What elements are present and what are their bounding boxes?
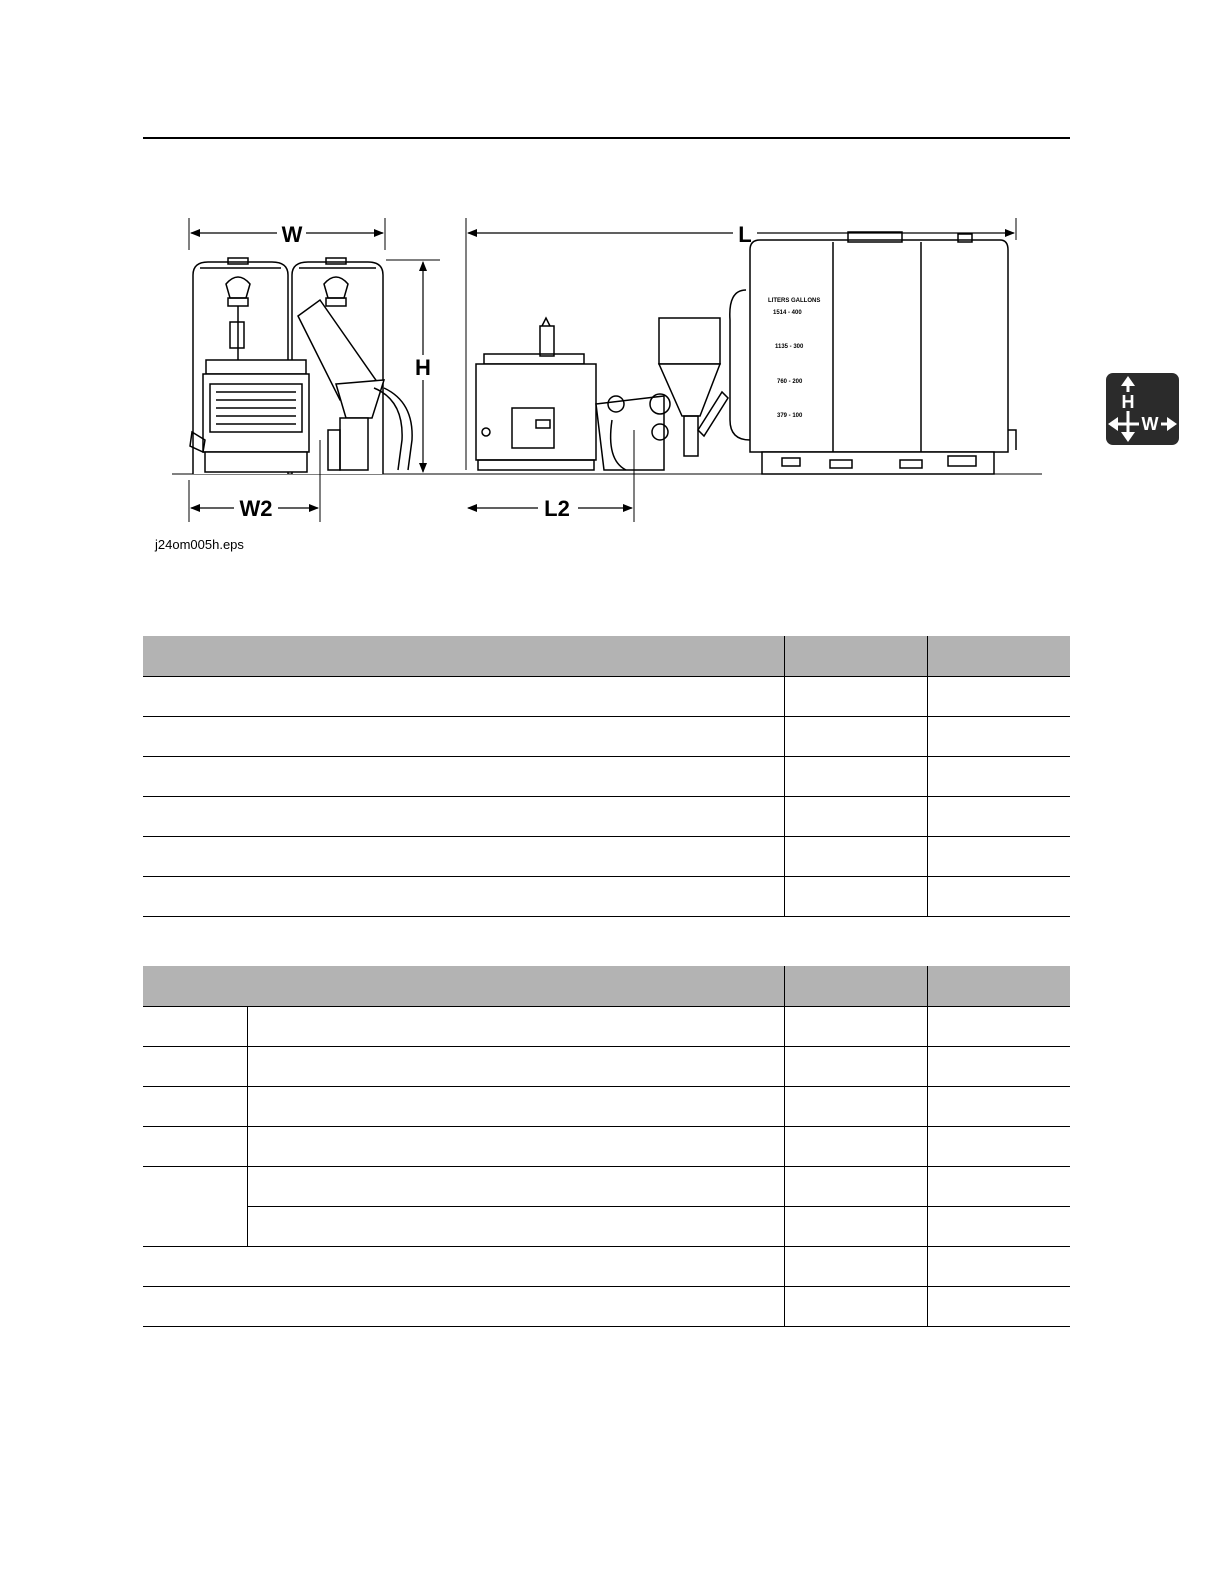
table-row (143, 757, 1070, 797)
table-cell (784, 717, 927, 757)
table-cell (143, 717, 784, 757)
dimensions-icon (1106, 373, 1179, 445)
table-group-cell (143, 1167, 247, 1247)
table-cell (927, 1207, 1070, 1247)
table-header-cell (143, 966, 784, 1007)
section-tab (1106, 373, 1179, 445)
tab-label-w: W (1141, 414, 1159, 434)
tank-level-marking: 379 - 100 (777, 413, 803, 419)
table-cell (143, 677, 784, 717)
table-cell (784, 1167, 927, 1207)
table-cell (247, 1007, 784, 1047)
table-row (143, 1207, 1070, 1247)
table-cell (247, 1167, 784, 1207)
table-cell (927, 757, 1070, 797)
table-row (143, 1167, 1070, 1207)
table-cell (927, 717, 1070, 757)
table-cell (247, 1127, 784, 1167)
table-cell (784, 877, 927, 917)
tank-level-marking: 1135 - 300 (775, 344, 804, 350)
table-cell (143, 1287, 784, 1327)
table-cell (784, 797, 927, 837)
table-header-cell (784, 636, 927, 677)
table-cell (784, 1047, 927, 1087)
tab-label-h: H (1121, 392, 1135, 412)
table-row (143, 1247, 1070, 1287)
table-row (143, 1007, 1070, 1047)
table-cell (927, 1247, 1070, 1287)
tank-level-marking: 760 - 200 (777, 379, 803, 385)
specifications-table (143, 966, 1070, 1327)
figure-caption: j24om005h.eps (155, 537, 244, 552)
table-row (143, 797, 1070, 837)
table-cell (927, 1287, 1070, 1327)
table-cell (927, 877, 1070, 917)
dimension-label-l: L (738, 222, 752, 247)
dimension-label-h: H (415, 355, 431, 380)
table-cell (143, 1247, 784, 1287)
table-cell (143, 757, 784, 797)
table-group-cell (143, 1047, 247, 1087)
table-cell (927, 837, 1070, 877)
table-cell (784, 677, 927, 717)
table-row (143, 1047, 1070, 1087)
table-cell (784, 1007, 927, 1047)
tank-level-marking: 1514 - 400 (773, 310, 802, 316)
table-cell (784, 1087, 927, 1127)
table-cell (784, 1207, 927, 1247)
table-cell (927, 1047, 1070, 1087)
table-group-cell (143, 1007, 247, 1047)
dimensions-table (143, 636, 1070, 917)
table-cell (784, 837, 927, 877)
table-cell (927, 677, 1070, 717)
table-cell (247, 1047, 784, 1087)
table-row (143, 1127, 1070, 1167)
table-header-row (143, 966, 1070, 1007)
table-cell (927, 1087, 1070, 1127)
table-cell (784, 1247, 927, 1287)
table-group-cell (143, 1127, 247, 1167)
dimension-label-w: W (281, 222, 303, 247)
table-header-cell (927, 636, 1070, 677)
table-cell (784, 757, 927, 797)
table-cell (927, 1127, 1070, 1167)
table-header-cell (784, 966, 927, 1007)
table-cell (247, 1087, 784, 1127)
equipment-dimension-drawing (0, 0, 1225, 560)
table-group-cell (143, 1087, 247, 1127)
table-cell (927, 1167, 1070, 1207)
table-cell (784, 1287, 927, 1327)
table-cell (927, 1007, 1070, 1047)
table-header-cell (143, 636, 784, 677)
table-row (143, 877, 1070, 917)
table-header-cell (927, 966, 1070, 1007)
table-cell (143, 877, 784, 917)
table-row (143, 1287, 1070, 1327)
dimension-label-l2: L2 (544, 496, 570, 521)
table-cell (247, 1207, 784, 1247)
table-row (143, 837, 1070, 877)
table-row (143, 717, 1070, 757)
table-row (143, 1087, 1070, 1127)
table-cell (143, 797, 784, 837)
table-cell (143, 837, 784, 877)
tank-marking-header: LITERS GALLONS (768, 298, 821, 304)
table-cell (784, 1127, 927, 1167)
table-cell (927, 797, 1070, 837)
table-header-row (143, 636, 1070, 677)
table-row (143, 677, 1070, 717)
dimension-label-w2: W2 (239, 496, 273, 521)
